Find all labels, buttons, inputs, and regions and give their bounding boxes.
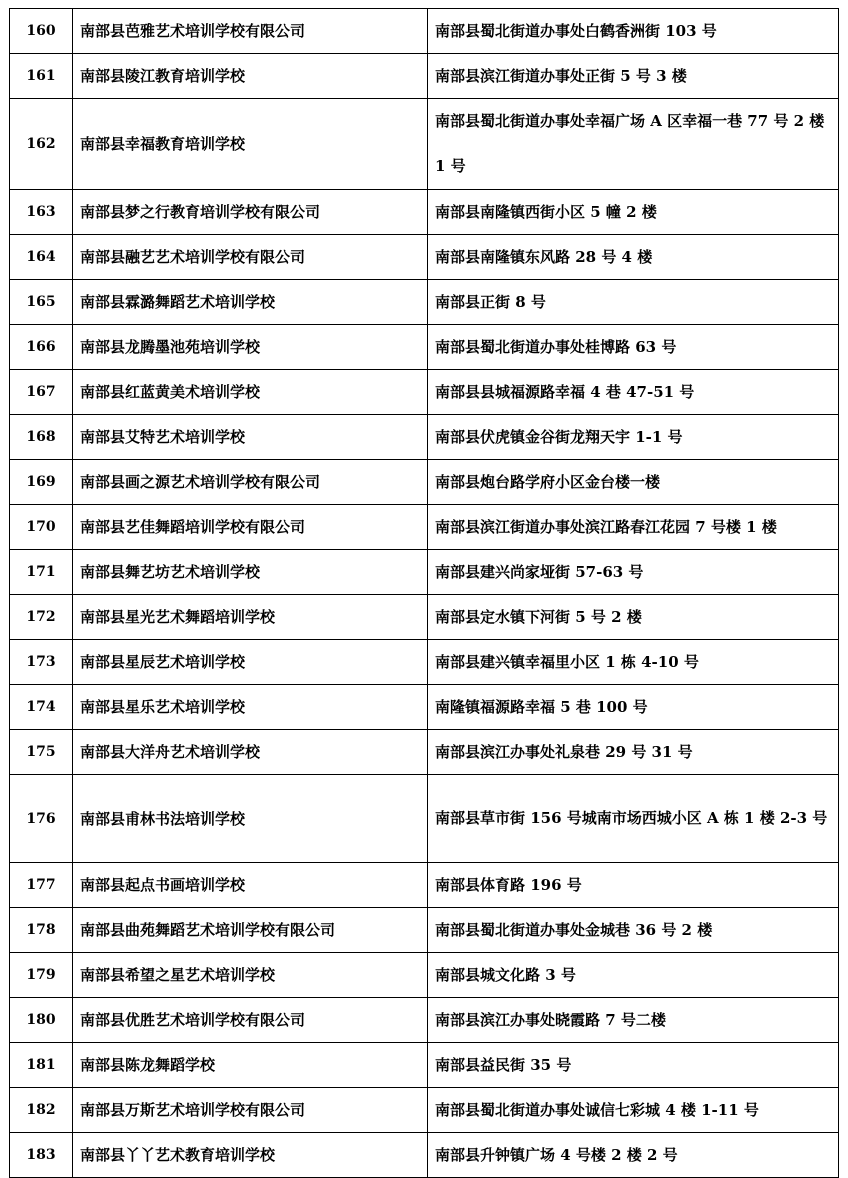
school-name: 南部县融艺艺术培训学校有限公司 — [73, 235, 428, 280]
table-row — [10, 1043, 839, 1088]
school-address-text: 南部县升钟镇广场 4 号楼 2 楼 2 号 — [435, 1146, 678, 1164]
table-row — [10, 640, 839, 685]
school-name: 南部县大洋舟艺术培训学校 — [73, 730, 428, 775]
school-name: 南部县星乐艺术培训学校 — [73, 685, 428, 730]
row-number: 183 — [10, 1133, 73, 1178]
school-name: 南部县舞艺坊艺术培训学校 — [73, 550, 428, 595]
table-row — [10, 595, 839, 640]
school-name: 南部县艾特艺术培训学校 — [73, 415, 428, 460]
row-number: 171 — [10, 550, 73, 595]
school-name: 南部县幸福教育培训学校 — [73, 99, 428, 190]
school-name: 南部县龙腾墨池苑培训学校 — [73, 325, 428, 370]
table-row — [10, 730, 839, 775]
row-number: 177 — [10, 863, 73, 908]
table-row — [10, 1133, 839, 1178]
school-address-text: 南部县蜀北街道办事处诚信七彩城 4 楼 1-11 号 — [435, 1101, 759, 1119]
school-name: 南部县优胜艺术培训学校有限公司 — [73, 998, 428, 1043]
school-name: 南部县陵江教育培训学校 — [73, 54, 428, 99]
school-address — [428, 280, 839, 325]
table-row — [10, 415, 839, 460]
table-row — [10, 370, 839, 415]
school-address-text: 南部县滨江办事处晓霞路 7 号二楼 — [435, 1011, 666, 1029]
school-address — [428, 54, 839, 99]
school-name: 南部县曲苑舞蹈艺术培训学校有限公司 — [73, 908, 428, 953]
school-address-text: 南部县南隆镇东风路 28 号 4 楼 — [435, 248, 653, 266]
table-row — [10, 9, 839, 54]
school-address — [428, 9, 839, 54]
row-number: 173 — [10, 640, 73, 685]
school-address — [428, 1043, 839, 1088]
school-address-text: 南部县县城福源路幸福 4 巷 47-51 号 — [435, 383, 695, 401]
school-address-text: 南隆镇福源路幸福 5 巷 100 号 — [435, 698, 648, 716]
school-address — [428, 370, 839, 415]
schools-table — [9, 8, 839, 1178]
school-address — [428, 953, 839, 998]
school-address — [428, 908, 839, 953]
school-address-text: 南部县定水镇下河街 5 号 2 楼 — [435, 608, 642, 626]
row-number: 179 — [10, 953, 73, 998]
school-name: 南部县星辰艺术培训学校 — [73, 640, 428, 685]
row-number: 165 — [10, 280, 73, 325]
row-number: 181 — [10, 1043, 73, 1088]
row-number: 170 — [10, 505, 73, 550]
school-address — [428, 415, 839, 460]
table-row — [10, 550, 839, 595]
school-name: 南部县红蓝黄美术培训学校 — [73, 370, 428, 415]
school-address — [428, 550, 839, 595]
row-number: 169 — [10, 460, 73, 505]
school-address — [428, 505, 839, 550]
school-name: 南部县丫丫艺术教育培训学校 — [73, 1133, 428, 1178]
table-row — [10, 863, 839, 908]
school-address-text: 南部县草市街 156 号城南市场西城小区 A 栋 1 楼 2-3 号 — [435, 809, 828, 827]
school-address-text: 南部县滨江办事处礼泉巷 29 号 31 号 — [435, 743, 693, 761]
school-address — [428, 325, 839, 370]
table-row — [10, 235, 839, 280]
table-row — [10, 953, 839, 998]
school-address — [428, 595, 839, 640]
row-number: 160 — [10, 9, 73, 54]
row-number: 180 — [10, 998, 73, 1043]
table-row — [10, 775, 839, 863]
school-address-text: 南部县滨江街道办事处正街 5 号 3 楼 — [435, 67, 687, 85]
school-address — [428, 1133, 839, 1178]
row-number: 178 — [10, 908, 73, 953]
table-row — [10, 1088, 839, 1133]
row-number: 174 — [10, 685, 73, 730]
school-address — [428, 685, 839, 730]
school-name: 南部县梦之行教育培训学校有限公司 — [73, 190, 428, 235]
row-number: 175 — [10, 730, 73, 775]
school-address-text: 南部县南隆镇西街小区 5 幢 2 楼 — [435, 203, 657, 221]
row-number: 167 — [10, 370, 73, 415]
row-number: 163 — [10, 190, 73, 235]
school-address-text: 南部县体育路 196 号 — [435, 876, 582, 894]
table-body — [10, 9, 839, 1178]
table-row — [10, 460, 839, 505]
row-number: 172 — [10, 595, 73, 640]
school-address-text: 南部县建兴尚家垭街 57-63 号 — [435, 563, 644, 581]
school-address — [428, 460, 839, 505]
school-address — [428, 190, 839, 235]
school-address — [428, 99, 839, 190]
school-address-text: 南部县伏虎镇金谷街龙翔天宇 1-1 号 — [435, 428, 683, 446]
table-row — [10, 908, 839, 953]
school-address-text: 南部县滨江街道办事处滨江路春江花园 7 号楼 1 楼 — [435, 518, 777, 536]
row-number: 176 — [10, 775, 73, 863]
table-row — [10, 99, 839, 190]
school-address — [428, 1088, 839, 1133]
school-address — [428, 730, 839, 775]
school-address-text: 南部县蜀北街道办事处金城巷 36 号 2 楼 — [435, 921, 713, 939]
row-number: 166 — [10, 325, 73, 370]
school-name: 南部县甫林书法培训学校 — [73, 775, 428, 863]
table-row — [10, 998, 839, 1043]
table-row — [10, 325, 839, 370]
school-name: 南部县芭雅艺术培训学校有限公司 — [73, 9, 428, 54]
table-row — [10, 54, 839, 99]
school-address-text: 南部县蜀北街道办事处桂博路 63 号 — [435, 338, 677, 356]
row-number: 182 — [10, 1088, 73, 1133]
school-name: 南部县陈龙舞蹈学校 — [73, 1043, 428, 1088]
school-address-text: 南部县益民街 35 号 — [435, 1056, 572, 1074]
school-address-text: 南部县建兴镇幸福里小区 1 栋 4-10 号 — [435, 653, 699, 671]
school-name: 南部县霖潞舞蹈艺术培训学校 — [73, 280, 428, 325]
table-row — [10, 280, 839, 325]
school-address-text: 南部县炮台路学府小区金台楼一楼 — [435, 473, 661, 491]
school-address — [428, 775, 839, 863]
school-address — [428, 998, 839, 1043]
school-address-text: 南部县蜀北街道办事处幸福广场 A 区幸福一巷 77 号 2 楼 1 号 — [435, 112, 825, 175]
school-name: 南部县艺佳舞蹈培训学校有限公司 — [73, 505, 428, 550]
table-row — [10, 190, 839, 235]
school-address-text: 南部县正街 8 号 — [435, 293, 546, 311]
school-name: 南部县万斯艺术培训学校有限公司 — [73, 1088, 428, 1133]
school-name: 南部县希望之星艺术培训学校 — [73, 953, 428, 998]
school-address-text: 南部县城文化路 3 号 — [435, 966, 576, 984]
row-number: 162 — [10, 99, 73, 190]
school-name: 南部县星光艺术舞蹈培训学校 — [73, 595, 428, 640]
school-address — [428, 235, 839, 280]
school-address — [428, 640, 839, 685]
row-number: 161 — [10, 54, 73, 99]
school-name: 南部县起点书画培训学校 — [73, 863, 428, 908]
school-address-text: 南部县蜀北街道办事处白鹤香洲街 103 号 — [435, 22, 717, 40]
row-number: 164 — [10, 235, 73, 280]
table-row — [10, 505, 839, 550]
row-number: 168 — [10, 415, 73, 460]
school-address — [428, 863, 839, 908]
table-row — [10, 685, 839, 730]
school-name: 南部县画之源艺术培训学校有限公司 — [73, 460, 428, 505]
